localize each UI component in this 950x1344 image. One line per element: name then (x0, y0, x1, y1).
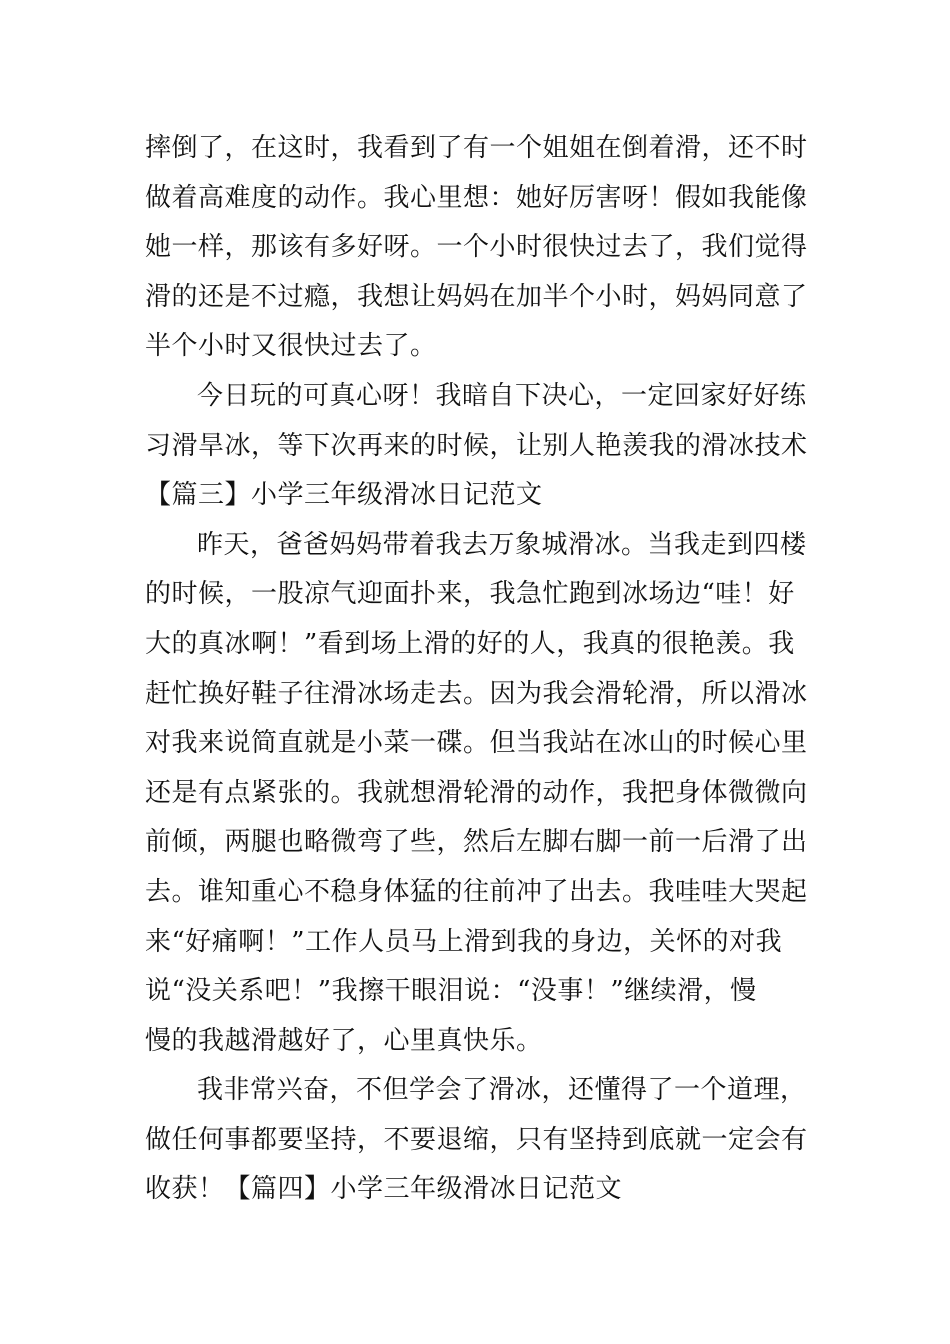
text-line: 赶忙换好鞋子往滑冰场走去。因为我会滑轮滑，所以滑冰 (145, 678, 808, 709)
text-line: 今日玩的可真心呀！我暗自下决心，一定回家好好练 (197, 380, 807, 411)
document-body (145, 124, 815, 1215)
text-line: 对我来说简直就是小菜一碟。但当我站在冰山的时候心里 (145, 728, 808, 759)
text-line: 做任何事都要坚持，不要退缩，只有坚持到底就一定会有 (145, 1124, 808, 1155)
text-line: 滑的还是不过瘾，我想让妈妈在加半个小时，妈妈同意了 (145, 281, 808, 312)
text-line: 来“好痛啊！”工作人员马上滑到我的身边，关怀的对我 (145, 926, 783, 957)
text-line: 慢的我越滑越好了，心里真快乐。 (145, 1025, 543, 1056)
text-line: 习滑旱冰，等下次再来的时候，让别人艳羡我的滑冰技术 (145, 430, 808, 461)
text-line: 摔倒了，在这时，我看到了有一个姐姐在倒着滑，还不时 (145, 133, 808, 163)
text-line: 说“没关系吧！”我擦干眼泪说：“没事！”继续滑，慢 (145, 976, 757, 1007)
text-line: 做着高难度的动作。我心里想：她好厉害呀！假如我能像 (145, 182, 808, 213)
text-line: 收获！【篇四】小学三年级滑冰日记范文 (145, 1174, 623, 1205)
text-line: 昨天，爸爸妈妈带着我去万象城滑冰。当我走到四楼 (197, 529, 807, 560)
text-line: 她一样，那该有多好呀。一个小时很快过去了，我们觉得 (145, 232, 808, 263)
text-line: 的时候，一股凉气迎面扑来，我急忙跑到冰场边“哇！好 (145, 579, 795, 610)
text-line: 前倾，两腿也略微弯了些，然后左脚右脚一前一后滑了出 (145, 827, 808, 858)
text-line: 大的真冰啊！”看到场上滑的好的人，我真的很艳羡。我 (145, 628, 795, 659)
text-line: 我非常兴奋，不但学会了滑冰，还懂得了一个道理， (197, 1075, 807, 1106)
text-line: 还是有点紧张的。我就想滑轮滑的动作，我把身体微微向 (145, 777, 808, 808)
text-line: 半个小时又很快过去了。 (145, 331, 437, 362)
text-line: 【篇三】小学三年级滑冰日记范文 (145, 480, 543, 511)
text-line: 去。谁知重心不稳身体猛的往前冲了出去。我哇哇大哭起 (145, 876, 808, 907)
